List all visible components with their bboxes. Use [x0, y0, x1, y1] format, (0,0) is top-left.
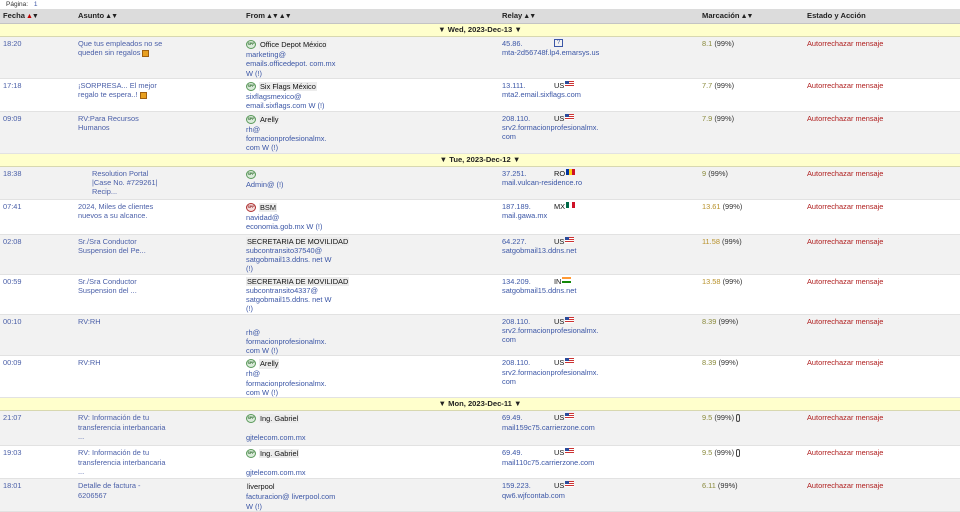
spam-score: 8.1 [702, 39, 713, 48]
sender-name: Arelly [260, 359, 279, 369]
date-group-header[interactable] [0, 24, 960, 37]
column-header-fecha[interactable]: Fecha▲▼ [0, 9, 75, 24]
whitelist-link[interactable]: W [262, 143, 270, 153]
page-number-link[interactable]: 1 [33, 1, 38, 8]
sender-email-link[interactable]: rh@ formacionprofesionalmx. com W (!) [246, 327, 327, 356]
sender-name: SECRETARIA DE MOVILIDAD [247, 236, 349, 246]
auto-reject-link[interactable]: Autorrechazar mensaje [807, 168, 884, 178]
table-row[interactable] [0, 446, 960, 479]
spf-pass-icon: SPF [246, 115, 256, 124]
sender-name: Arelly [260, 114, 279, 124]
auto-reject-link[interactable]: Autorrechazar mensaje [807, 236, 884, 246]
country-code: US [554, 80, 565, 90]
country-flag-icon [565, 358, 574, 364]
table-row[interactable] [0, 479, 960, 512]
whitelist-link[interactable]: W [262, 388, 270, 398]
spam-score: 7.7 [702, 80, 713, 90]
country-code: MX [554, 201, 566, 211]
relay-host-link[interactable]: satgobmail15.ddns.net [502, 285, 577, 295]
spf-pass-icon: SPF [246, 170, 256, 179]
sort-arrows-icon[interactable]: ▲▼ ▲▼ [265, 13, 291, 20]
whitelist-link[interactable]: W [262, 346, 270, 356]
country-code: US [554, 413, 565, 423]
relay-host-link[interactable]: srv2.formacionprofesionalmx. com [502, 367, 599, 387]
sender-email-link[interactable]: facturacion@ liverpool.com W (!) [246, 492, 336, 511]
gift-icon [140, 92, 147, 99]
sort-arrows-icon[interactable]: ▲▼ [25, 13, 38, 20]
subject-link[interactable]: RV:RH [78, 316, 101, 326]
info-link[interactable]: (!) [271, 143, 279, 153]
subject-link[interactable]: Resolution Portal |Case No. #729261| Recip... [92, 168, 158, 197]
sender-email-link[interactable]: subcontransito37540@ satgobmail13.ddns. net W (!) [246, 245, 332, 274]
date-group-header[interactable] [0, 153, 960, 166]
sender-email-link[interactable]: sixflagsmexico@ email.sixflags.com W (!) [246, 91, 325, 111]
message-time-link[interactable]: 09:09 [3, 113, 22, 123]
spam-probability: (99%) [717, 481, 738, 491]
spam-probability: (99%) [714, 113, 735, 123]
subject-link[interactable]: RV:RH [78, 358, 101, 368]
whitelist-link[interactable]: W [308, 101, 316, 111]
table-row[interactable] [0, 166, 960, 199]
sender-email-link[interactable]: subcontransito4337@ satgobmail15.ddns. net W (!) [246, 285, 332, 314]
country-flag-icon [565, 114, 574, 120]
relay-ip-link[interactable]: 37.251. RO [502, 169, 592, 178]
sender-email-link[interactable]: rh@ formacionprofesionalmx. com W (!) [246, 124, 327, 153]
info-link[interactable]: (!) [255, 68, 263, 78]
message-time-link[interactable]: 17:18 [3, 80, 22, 90]
sender-email-link[interactable]: gjtelecom.com.mx [246, 433, 306, 443]
sender-email-link[interactable]: rh@ formacionprofesionalmx. com W (!) [246, 369, 327, 398]
sender-email-link[interactable]: navidad@ economia.gob.mx W (!) [246, 212, 323, 232]
info-link[interactable]: (!) [271, 346, 279, 356]
sender-email-link[interactable]: marketing@ emails.officedepot. com.mx W (!) [246, 50, 336, 78]
attachment-icon [736, 414, 740, 422]
table-row[interactable] [0, 314, 960, 356]
whitelist-link[interactable]: W [246, 68, 253, 78]
country-code: US [554, 316, 565, 326]
spam-score: 9.5 [702, 413, 713, 423]
relay-host-link[interactable]: mta2.email.sixflags.com [502, 90, 581, 100]
relay-host-link[interactable]: srv2.formacionprofesionalmx. com [502, 325, 599, 345]
table-row[interactable] [0, 111, 960, 153]
country-code: US [554, 113, 565, 123]
date-group-label[interactable]: ▼ Tue, 2023-Dec-12 ▼ [0, 153, 960, 166]
spam-score: 6.11 [702, 481, 716, 491]
auto-reject-link[interactable]: Autorrechazar mensaje [807, 448, 884, 458]
auto-reject-link[interactable]: Autorrechazar mensaje [807, 413, 884, 423]
table-row[interactable] [0, 199, 960, 234]
country-code: RO [554, 168, 566, 178]
relay-ip-link[interactable]: 187.189. MX [502, 202, 592, 211]
spam-probability: (99%) [718, 358, 739, 368]
subject-link[interactable]: Sr./Sra Conductor Suspension del ... [78, 276, 137, 295]
spam-score: 8.39 [702, 316, 717, 326]
message-time-link[interactable]: 00:10 [3, 316, 22, 326]
relay-ip-link[interactable]: 13.111. US [502, 81, 592, 90]
relay-host-link[interactable]: srv2.formacionprofesionalmx. com [502, 123, 599, 142]
spf-pass-icon: SPF [246, 40, 256, 49]
message-time-link[interactable]: 18:01 [3, 481, 22, 491]
auto-reject-link[interactable]: Autorrechazar mensaje [807, 113, 884, 123]
column-header-estado: Estado y Acción [804, 9, 960, 24]
date-group-label[interactable]: ▼ Mon, 2023-Dec-11 ▼ [0, 398, 960, 411]
attachment-icon [736, 449, 740, 457]
spf-fail-icon: SPF [246, 203, 256, 212]
subject-link[interactable]: RV: Información de tu transferencia interbancaria ... [78, 448, 166, 476]
spam-score: 13.58 [702, 276, 721, 286]
relay-ip-link[interactable]: 134.209. IN [502, 277, 592, 286]
table-header-row [0, 9, 960, 24]
relay-host-link[interactable]: mail.gawa.mx [502, 211, 548, 221]
spam-score: 7.9 [702, 113, 713, 123]
relay-ip-link[interactable]: 45.86. ? [502, 39, 592, 48]
relay-host-link[interactable]: qw6.wjfcontab.com [502, 490, 565, 500]
relay-ip-link[interactable]: 208.110. US [502, 317, 592, 326]
subject-link[interactable]: ¡SORPRESA... El mejor regalo te espera..! [78, 80, 157, 100]
whitelist-link[interactable]: W [324, 294, 332, 304]
spf-pass-icon: SPF [246, 414, 256, 423]
sender-name: Office Depot México [260, 39, 327, 49]
sender-email-link[interactable]: Admin@ (!) [246, 179, 284, 189]
message-time-link[interactable]: 02:08 [3, 236, 22, 246]
auto-reject-link[interactable]: Autorrechazar mensaje [807, 80, 884, 90]
spam-probability: (99%) [722, 276, 743, 286]
country-code: US [554, 448, 565, 458]
spam-score: 11.58 [702, 236, 720, 246]
country-code: IN [554, 276, 562, 286]
info-link[interactable]: (!) [246, 264, 253, 274]
whitelist-link[interactable]: W [306, 222, 314, 232]
country-flag-icon [565, 237, 574, 243]
country-code: US [554, 236, 565, 246]
spam-probability: (99%) [718, 316, 739, 326]
sender-name: BSM [260, 202, 277, 212]
country-code: US [554, 481, 565, 491]
spam-probability: (99%) [722, 201, 743, 211]
subject-link[interactable]: RV:Para Recursos Humanos [78, 113, 139, 133]
sort-arrows-icon[interactable]: ▲▼ [105, 13, 118, 20]
auto-reject-link[interactable]: Autorrechazar mensaje [807, 201, 884, 211]
column-header-asunto[interactable]: Asunto▲▼ [75, 9, 243, 24]
info-link[interactable]: (!) [255, 501, 263, 511]
sort-arrows-icon[interactable]: ▲▼ [523, 13, 536, 20]
date-group-label[interactable]: ▼ Wed, 2023-Dec-13 ▼ [0, 24, 960, 37]
relay-ip-link[interactable]: 208.110. US [502, 114, 592, 123]
country-code: US [554, 358, 565, 368]
table-row[interactable] [0, 411, 960, 446]
relay-host-link[interactable]: mail110c75.carrierzone.com [502, 457, 595, 467]
subject-link[interactable]: 2024, Miles de clientes nuevos a su alcance. [78, 201, 154, 221]
country-flag-icon [562, 277, 571, 283]
subject-link[interactable]: Que tus empleados no se queden sin regalos [78, 39, 163, 58]
sort-arrows-icon[interactable]: ▲▼ [740, 13, 753, 20]
table-row[interactable] [0, 78, 960, 111]
column-header-from[interactable]: From▲▼ ▲▼ [243, 9, 499, 24]
table-row[interactable] [0, 274, 960, 314]
spam-score: 8.39 [702, 358, 717, 368]
auto-reject-link[interactable]: Autorrechazar mensaje [807, 358, 884, 368]
country-flag-icon [565, 413, 574, 419]
auto-reject-link[interactable]: Autorrechazar mensaje [807, 276, 884, 286]
table-row[interactable] [0, 356, 960, 398]
relay-ip-link[interactable]: 69.49. US [502, 448, 592, 457]
info-link[interactable]: (!) [276, 179, 284, 189]
pagination-bar [0, 0, 960, 9]
relay-ip-link[interactable]: 208.110. US [502, 358, 592, 367]
spam-probability: (99%) [708, 168, 728, 178]
relay-host-link[interactable]: mta-2d56748f.lp4.emarsys.us [502, 48, 600, 58]
message-time-link[interactable]: 21:07 [3, 413, 22, 423]
message-time-link[interactable]: 18:38 [3, 168, 22, 178]
info-link[interactable]: (!) [271, 388, 279, 398]
info-link[interactable]: (!) [246, 304, 253, 314]
unknown-country-icon: ? [554, 39, 563, 47]
spam-probability: (99%) [714, 413, 735, 423]
message-time-link[interactable]: 19:03 [3, 448, 22, 458]
subject-link[interactable]: Detalle de factura - 6206567 [78, 481, 141, 500]
subject-link[interactable]: Sr./Sra Conductor Suspension del Pe... [78, 236, 146, 256]
auto-reject-link[interactable]: Autorrechazar mensaje [807, 39, 884, 48]
info-link[interactable]: (!) [317, 101, 325, 111]
country-flag-icon [565, 448, 574, 454]
pagination-label: Página: [6, 1, 29, 8]
message-time-link[interactable]: 18:20 [3, 39, 22, 48]
spam-probability: (99%) [722, 236, 742, 246]
country-flag-icon [565, 481, 574, 487]
message-time-link[interactable]: 00:09 [3, 358, 22, 368]
sender-name: Six Flags México [260, 81, 316, 91]
sender-name: liverpool [247, 482, 275, 492]
relay-host-link[interactable]: mail159c75.carrierzone.com [502, 422, 595, 432]
info-link[interactable]: (!) [315, 222, 323, 232]
spam-score: 13.61 [702, 201, 721, 211]
column-header-relay[interactable]: Relay▲▼ [499, 9, 699, 24]
spam-score: 9.5 [702, 448, 713, 458]
sender-name: Ing. Gabriel [260, 449, 299, 459]
country-flag-icon [565, 317, 574, 323]
spam-score: 9 [702, 168, 707, 178]
whitelist-link[interactable]: W [246, 501, 253, 511]
auto-reject-link[interactable]: Autorrechazar mensaje [807, 481, 884, 491]
message-time-link[interactable]: 00:59 [3, 276, 22, 286]
date-group-header[interactable] [0, 398, 960, 411]
country-flag-icon [566, 202, 575, 208]
table-row[interactable] [0, 234, 960, 274]
country-flag-icon [565, 81, 574, 87]
spam-probability: (99%) [714, 80, 735, 90]
spf-pass-icon: SPF [246, 359, 256, 368]
country-flag-icon [566, 169, 575, 175]
relay-ip-link[interactable]: 64.227. US [502, 237, 592, 246]
table-row[interactable] [0, 37, 960, 79]
quarantine-table [0, 9, 960, 512]
subject-link[interactable]: RV: Información de tu transferencia interbancaria ... [78, 413, 166, 441]
sender-email-link[interactable]: gjtelecom.com.mx [246, 468, 306, 478]
relay-ip-link[interactable]: 69.49. US [502, 413, 592, 422]
whitelist-link[interactable]: W [324, 255, 332, 265]
column-header-marcacion[interactable]: Marcación▲▼ [699, 9, 804, 24]
spf-pass-icon: SPF [246, 449, 256, 458]
auto-reject-link[interactable]: Autorrechazar mensaje [807, 316, 884, 326]
gift-icon [142, 50, 149, 57]
relay-host-link[interactable]: mail.vulcan-residence.ro [502, 178, 583, 188]
spam-probability: (99%) [714, 448, 735, 458]
relay-ip-link[interactable]: 159.223. US [502, 481, 592, 490]
spam-probability: (99%) [714, 39, 735, 48]
relay-host-link[interactable]: satgobmail13.ddns.net [502, 246, 577, 256]
sender-name: SECRETARIA DE MOVILIDAD [247, 276, 349, 286]
spf-pass-icon: SPF [246, 82, 256, 91]
sender-name: Ing. Gabriel [260, 414, 299, 424]
message-time-link[interactable]: 07:41 [3, 201, 22, 211]
